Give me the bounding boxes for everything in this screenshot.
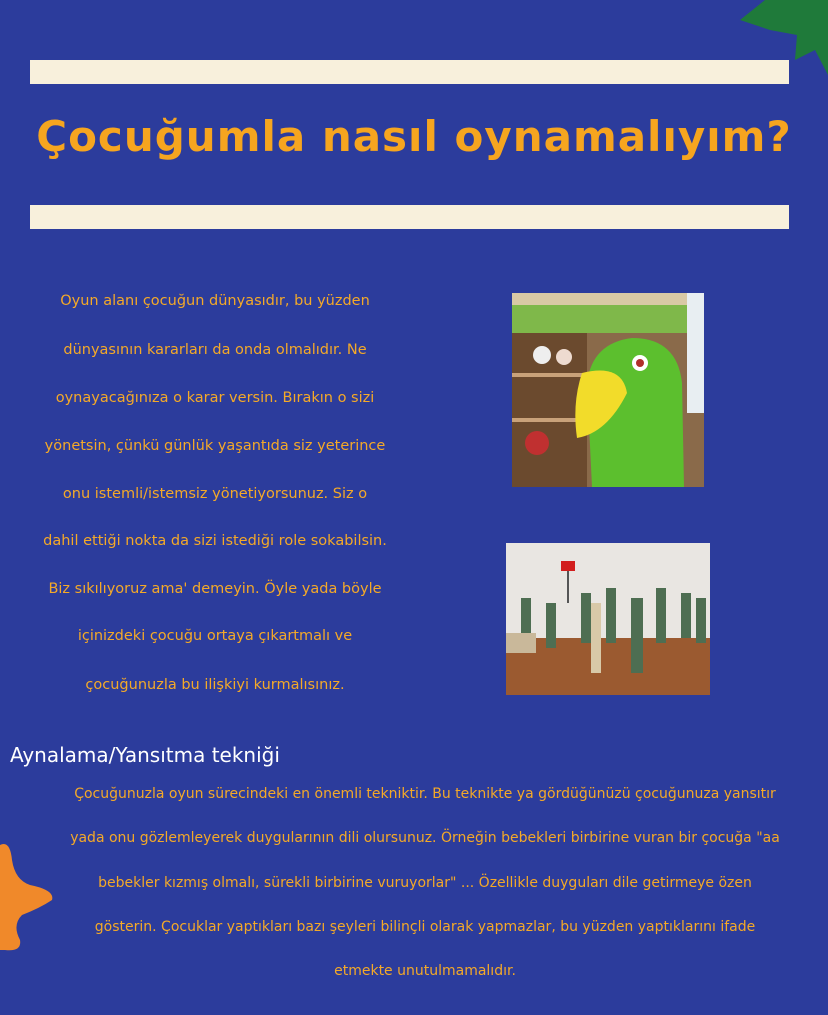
intro-line: Oyun alanı çocuğun dünyasıdır, bu yüzden xyxy=(60,293,370,309)
intro-line: oynayacağınıza o karar versin. Bırakın o sizi xyxy=(55,390,375,406)
section-line: gösterin. Çocuklar yaptıkları bazı şeyleri bilinçli olarak yapmazlar, bu yüzden yaptıklarını ifade xyxy=(94,919,756,935)
section-heading: Aynalama/Yansıtma tekniği xyxy=(10,743,280,767)
intro-line: yönetsin, çünkü günlük yaşantıda siz yeterince xyxy=(44,438,386,454)
intro-line: dünyasının kararları da onda olmalıdır. Ne xyxy=(63,342,367,358)
intro-line: dahil ettiği nokta da sizi istediği role sokabilsin. xyxy=(43,533,387,549)
top-divider-bar xyxy=(30,60,789,84)
section-line: etmekte unutulmamalıdır. xyxy=(334,963,516,979)
bottom-divider-bar xyxy=(30,205,789,229)
section-line: Çocuğunuzla oyun sürecindeki en önemli tekniktir. Bu teknikte ya gördüğünüzü çocuğunuza yansıtır xyxy=(74,786,776,802)
intro-line: içinizdeki çocuğu ortaya çıkartmalı ve xyxy=(77,628,353,644)
intro-line: Biz sıkılıyoruz ama' demeyin. Öyle yada böyle xyxy=(48,581,382,597)
intro-line: çocuğunuzla bu ilişkiyi kurmalısınız. xyxy=(85,677,345,693)
section-line: yada onu gözlemleyerek duygularının dili olursunuz. Örneğin bebekleri birbirine vuran bir çocuğa "aa xyxy=(70,830,780,846)
intro-line: onu istemli/istemsiz yönetiyorsunuz. Siz o xyxy=(62,486,368,502)
puppet-photo xyxy=(512,293,704,487)
section-line: bebekler kızmış olmalı, sürekli birbirine vuruyorlar" ... Özellikle duyguları dile getirmeye özen xyxy=(98,875,752,891)
orange-star-decoration xyxy=(0,840,60,955)
page-title: Çocuğumla nasıl oynamalıyım? xyxy=(36,112,792,161)
toy-soldiers-photo xyxy=(506,543,710,695)
